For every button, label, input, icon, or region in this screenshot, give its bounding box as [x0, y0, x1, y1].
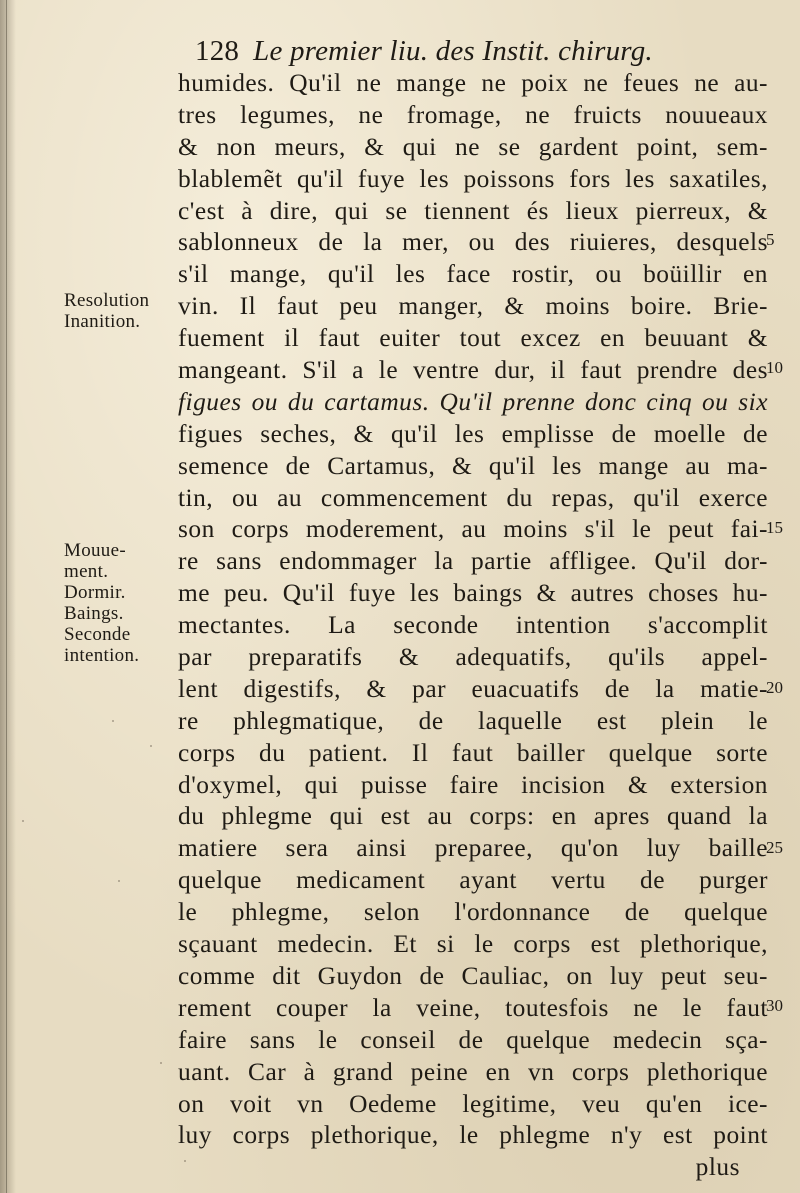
text-line: comme dit Guydon de Cauliac, on luy peut seu-	[178, 961, 768, 990]
text-line: sablonneux de la mer, ou des riuieres, desquels	[178, 228, 768, 257]
text-line: matiere sera ainsi preparee, qu'on luy baille	[178, 834, 768, 863]
paper-speck	[184, 1160, 186, 1162]
margin-note-line: Resolution	[64, 290, 150, 311]
text-line: vin. Il faut peu manger, & moins boire. Brie-	[178, 292, 768, 321]
page-fold-line	[6, 0, 7, 1193]
gutter-shadow	[0, 0, 16, 1193]
margin-note-line: Dormir.	[64, 582, 126, 603]
text-line: figues ou du cartamus. Qu'il prenne donc cinq ou six	[178, 387, 768, 416]
margin-note-line: intention.	[64, 645, 140, 666]
text-line: & non meurs, & qui ne se gardent point, sem-	[178, 132, 768, 161]
text-line: luy corps plethorique, le phlegme n'y est point	[178, 1121, 768, 1150]
margin-note-line: Mouue-	[64, 540, 126, 561]
text-line: son corps moderement, au moins s'il le peut fai-	[178, 515, 768, 544]
text-line: quelque medicament ayant vertu de purger	[178, 866, 768, 895]
text-line: fuement il faut euiter tout excez en beuuant &	[178, 324, 768, 353]
text-line: semence de Cartamus, & qu'il les mange au ma-	[178, 451, 768, 480]
text-line: blablemẽt qu'il fuye les poissons fors les saxatiles,	[178, 164, 768, 193]
text-line: re sans endommager la partie affligee. Qu'il dor-	[178, 547, 768, 576]
text-line: rement couper la veine, toutesfois ne le faut	[178, 993, 768, 1022]
line-number: 15	[766, 518, 783, 537]
paper-speck	[118, 880, 120, 882]
text-line: on voit vn Oedeme legitime, veu qu'en ice-	[178, 1089, 768, 1118]
text-line: faire sans le conseil de quelque medecin sça-	[178, 1025, 768, 1054]
page-number: 128	[195, 35, 240, 67]
margin-note-line: Seconde	[64, 624, 131, 645]
line-number: 5	[766, 230, 775, 249]
text-line: c'est à dire, qui se tiennent és lieux pierreux, &	[178, 196, 768, 225]
text-line: corps du patient. Il faut bailler quelque sorte	[178, 738, 768, 767]
text-line: s'il mange, qu'il les face rostir, ou boüillir en	[178, 260, 768, 289]
text-line: figues seches, & qu'il les emplisse de moelle de	[178, 419, 768, 448]
text-line: mangeant. S'il a le ventre dur, il faut prendre des	[178, 356, 768, 385]
paper-speck	[112, 720, 114, 722]
margin-note-resolution	[64, 290, 149, 332]
text-line: tres legumes, ne fromage, ne fruicts nouueaux	[178, 100, 768, 129]
text-line: par preparatifs & adequatifs, qu'ils appel-	[178, 643, 768, 672]
text-line: lent digestifs, & par euacuatifs de la matie-	[178, 674, 768, 703]
margin-note-line: Baings.	[64, 603, 124, 624]
text-line: humides. Qu'il ne mange ne poix ne feues ne au-	[178, 69, 768, 97]
paper-speck	[160, 1062, 162, 1064]
running-title: Le premier liu. des Instit. chirurg.	[253, 35, 653, 67]
text-line: re phlegmatique, de laquelle est plein le	[178, 706, 768, 735]
page-header	[195, 34, 653, 68]
line-number: 25	[766, 838, 783, 857]
text-line: tin, ou au commencement du repas, qu'il exerce	[178, 483, 768, 512]
line-number: 30	[766, 996, 783, 1015]
margin-note-line: Inanition.	[64, 311, 141, 332]
text-line: mectantes. La seconde intention s'accomplit	[178, 611, 768, 640]
line-number: 10	[766, 358, 783, 377]
text-line: uant. Car à grand peine en vn corps plethorique	[178, 1057, 768, 1086]
paper-speck	[150, 745, 152, 747]
text-line: me peu. Qu'il fuye les baings & autres choses hu-	[178, 579, 768, 608]
margin-note-mouuement	[64, 540, 139, 666]
paper-speck	[22, 820, 24, 822]
text-line: du phlegme qui est au corps: en apres quand la	[178, 802, 768, 831]
text-line: d'oxymel, qui puisse faire incision & extersion	[178, 770, 768, 799]
catchword: plus	[695, 1153, 740, 1182]
line-number: 20	[766, 678, 783, 697]
body-text	[178, 68, 768, 1184]
text-line: sçauant medecin. Et si le corps est plethorique,	[178, 930, 768, 959]
margin-note-line: ment.	[64, 561, 109, 582]
text-line: le phlegme, selon l'ordonnance de quelque	[178, 898, 768, 927]
